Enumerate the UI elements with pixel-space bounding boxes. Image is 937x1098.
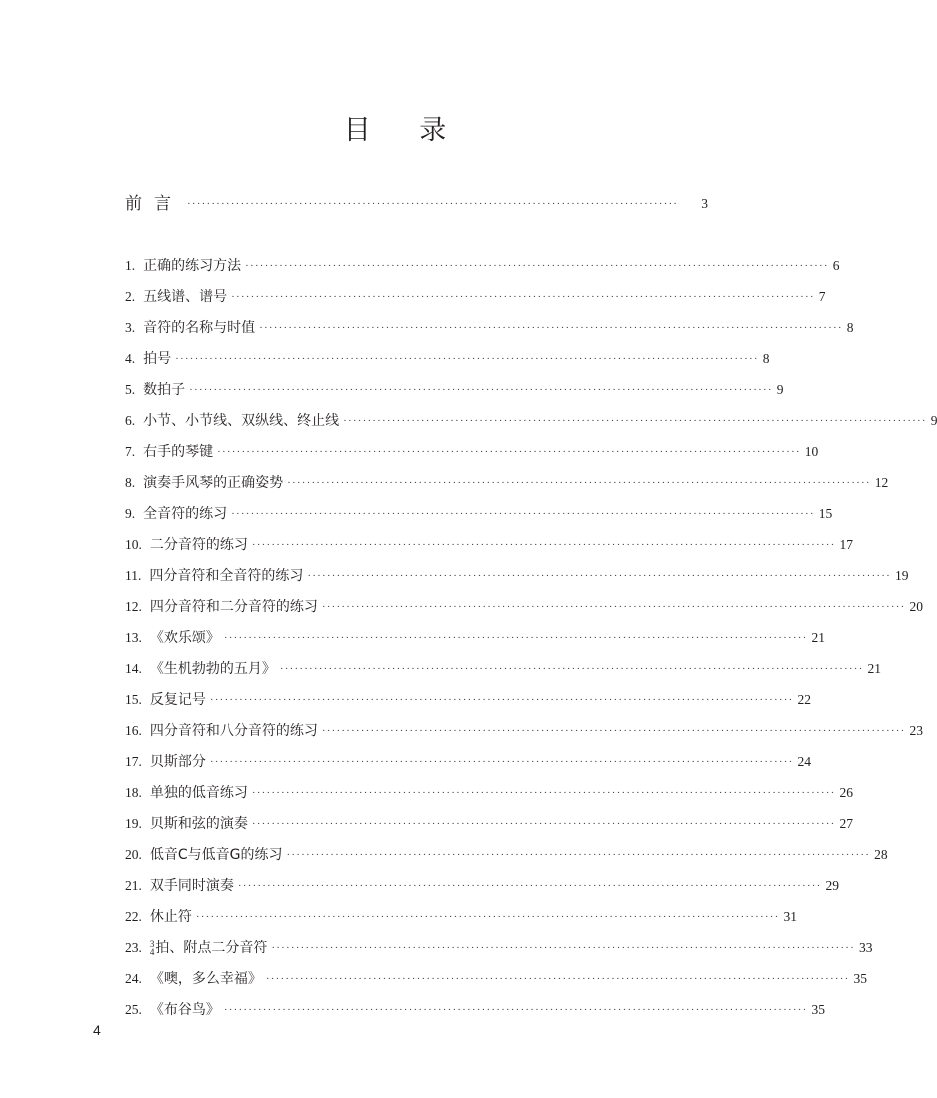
toc-leader-dots: ························································································································ [286,849,871,861]
toc-entry-number: 7. [125,444,136,459]
toc-entry[interactable] [125,566,909,586]
toc-entry-number: 14. [125,661,142,676]
toc-entry-page: 24 [797,754,811,769]
toc-entry-page: 17 [839,537,853,552]
toc-entry-page: 10 [804,444,819,459]
toc-entry-page: 21 [867,661,881,676]
toc-entry-number: 12. [125,599,142,614]
toc-leader-dots: ························································································································ [175,353,759,365]
toc-leader-dots: ························································································································ [251,818,836,830]
toc-entry[interactable] [125,1000,825,1020]
toc-entry-preface[interactable] [125,194,708,214]
toc-entry-number: 9. [125,506,136,521]
toc-entry-page: 9 [930,413,937,428]
toc-entry-label: 四分音符和八分音符的练习 [149,723,318,739]
toc-leader-dots: ························································································································ [231,291,815,303]
toc-entry-page: 35 [853,971,867,986]
toc-entry[interactable] [125,380,784,400]
toc-entry[interactable] [125,876,839,896]
toc-entry-page: 27 [839,816,853,831]
toc-entry-page: 26 [839,785,853,800]
toc-entry-label: 前言 [125,194,183,214]
toc-leader-dots: ························································································································ [237,880,822,892]
toc-entry-page: 20 [909,599,923,614]
toc-entry[interactable] [125,938,873,958]
toc-entry[interactable] [125,349,770,369]
toc-entry-label: 全音符的练习 [143,506,228,522]
toc-entry-label [150,938,268,958]
toc-entry[interactable] [125,752,811,772]
toc-leader-dots: ························································································································ [271,942,855,954]
toc-entry-number: 10. [125,537,142,552]
toc-entry-number: 3. [125,320,136,335]
toc-entry-page: 22 [797,692,811,707]
toc-leader-dots: ························································································································ [265,973,850,985]
toc-entry-number: 24. [125,971,142,986]
toc-entry-number: 8. [125,475,136,490]
page-number: 4 [93,1022,101,1038]
toc-leader-dots: ························································································································ [189,384,773,396]
toc-entry-label: 双手同时演奏 [149,878,234,894]
toc-entry-label: 贝斯和弦的演奏 [149,816,248,832]
toc-entry-page: 12 [874,475,889,490]
toc-entry[interactable] [125,318,854,338]
toc-entry-label: 二分音符的练习 [149,537,248,553]
time-signature-fraction [150,940,155,956]
toc-entry[interactable] [125,504,833,524]
toc-entry-label: 五线谱、谱号 [143,289,228,305]
toc-entry-page: 35 [811,1002,825,1017]
toc-leader-dots: ························································································································ [251,787,836,799]
toc-entry-page: 7 [818,289,826,304]
toc-leader-dots: ························································································································ [343,415,927,427]
toc-entry-number: 18. [125,785,142,800]
toc-leader-dots: ························································································································ [209,694,794,706]
toc-entry-page: 3 [701,196,708,211]
toc-entry-label: 四分音符和二分音符的练习 [149,599,318,615]
toc-leader-dots: ························································································································ [223,632,808,644]
toc-entry-number: 20. [125,847,142,862]
toc-leader-dots: ························································································································ [321,601,906,613]
toc-entry-label: 四分音符和全音符的练习 [149,568,304,584]
toc-entry[interactable] [125,907,797,927]
toc-entry-number: 22. [125,909,142,924]
toc-leader-dots: ························································································································ [259,322,843,334]
toc-entry-number: 15. [125,692,142,707]
toc-entry-page: 8 [846,320,854,335]
toc-entry-number: 23. [125,940,142,955]
toc-entry[interactable] [125,845,888,865]
toc-entry-label: 贝斯部分 [149,754,206,770]
toc-entry-label: 小节、小节线、双纵线、终止线 [143,413,340,429]
toc-entry-label: 正确的练习方法 [143,258,242,274]
toc-entry-page: 23 [909,723,923,738]
toc-entry-number: 1. [125,258,136,273]
toc-entry-page: 15 [818,506,833,521]
toc-entry-number: 2. [125,289,136,304]
toc-entry[interactable] [125,814,853,834]
toc-leader-dots: ························································································································ [223,1004,808,1016]
toc-entry[interactable] [125,969,867,989]
toc-entry-label: 休止符 [149,909,192,925]
toc-leader-dots: ························································································································ [209,756,794,768]
toc-entry-label: 右手的琴键 [143,444,214,460]
toc-leader-dots: ····································································································· [187,198,679,210]
toc-entry-number: 6. [125,413,136,428]
toc-entry[interactable] [125,535,853,555]
toc-entry-number: 16. [125,723,142,738]
page-title: 目 录 [343,115,467,146]
toc-entry-page: 9 [776,382,784,397]
toc-entry-label-text: 拍、附点二分音符 [155,940,268,956]
toc-entry-number: 25. [125,1002,142,1017]
toc-entry[interactable] [125,628,825,648]
toc-leader-dots: ························································································································ [279,663,864,675]
toc-entry-page: 19 [894,568,909,583]
toc-entry[interactable] [125,783,853,803]
toc-entry[interactable] [125,287,826,307]
toc-entry-page: 28 [874,847,888,862]
toc-entry-page: 31 [783,909,797,924]
toc-entry[interactable] [125,690,811,710]
toc-leader-dots: ························································································································ [307,570,891,582]
toc-leader-dots: ························································································································ [287,477,871,489]
toc-leader-dots: ························································································································ [231,508,815,520]
toc-leader-dots: ························································································································ [321,725,906,737]
toc-entry-label: 数拍子 [143,382,186,398]
toc-entry-number: 17. [125,754,142,769]
toc-leader-dots: ························································································································ [217,446,801,458]
toc-entry[interactable] [125,473,889,493]
toc-entry-label: 拍号 [143,351,172,367]
toc-entry[interactable] [125,411,937,431]
toc-entry[interactable] [125,256,840,276]
toc-leader-dots: ························································································································ [195,911,780,923]
toc-entry-number: 5. [125,382,136,397]
toc-entry-page: 29 [825,878,839,893]
toc-entry-label: 《生机勃勃的五月》 [149,661,276,677]
toc-entry-page: 33 [858,940,873,955]
toc-entry[interactable] [125,659,881,679]
toc-leader-dots: ························································································································ [245,260,829,272]
toc-entry-number: 4. [125,351,136,366]
toc-entry-label: 音符的名称与时值 [143,320,256,336]
toc-entry[interactable] [125,442,819,462]
toc-entry-number: 13. [125,630,142,645]
toc-entry-label: 反复记号 [149,692,206,708]
toc-entry-number: 11. [125,568,142,583]
toc-entry-label: 单独的低音练习 [149,785,248,801]
toc-entry-label: 演奏手风琴的正确姿势 [143,475,284,491]
toc-entry-label: 《噢，多么幸福》 [149,971,262,987]
time-signature-top: 3 [149,939,155,949]
toc-entry-page: 21 [811,630,825,645]
toc-entry[interactable] [125,721,923,741]
toc-entry-label: 《欢乐颂》 [149,630,220,646]
toc-leader-dots: ························································································································ [251,539,836,551]
toc-entry[interactable] [125,597,923,617]
toc-entry-number: 19. [125,816,142,831]
toc-entry-label: 《布谷鸟》 [149,1002,220,1018]
toc-entry-page: 8 [762,351,770,366]
toc-entry-number: 21. [125,878,142,893]
time-signature-bottom: 4 [149,947,155,957]
toc-entry-label: 低音C与低音G的练习 [149,847,283,863]
toc-entry-page: 6 [832,258,840,273]
